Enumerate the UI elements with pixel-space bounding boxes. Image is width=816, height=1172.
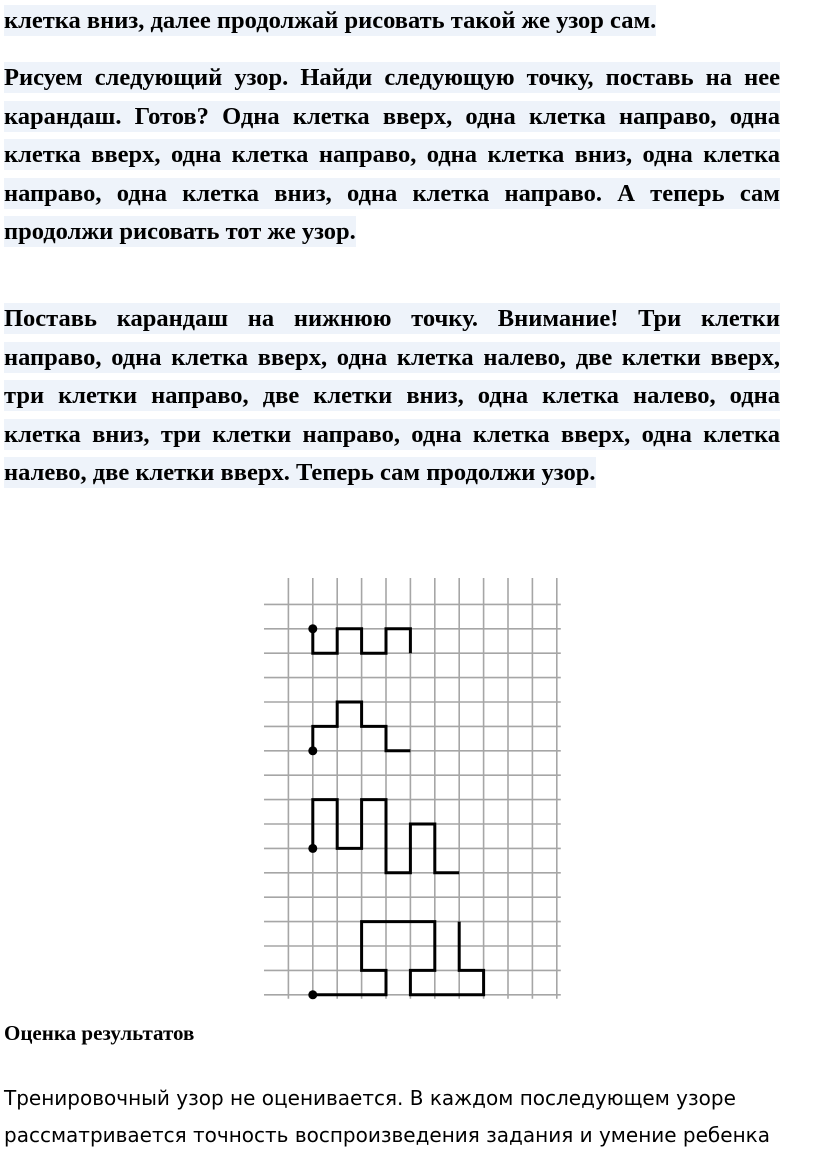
pattern-4-start-dot xyxy=(308,990,317,999)
drawn-patterns xyxy=(308,624,483,999)
instruction-paragraph-2-text: Рисуем следующий узор. Найди следующую точку, поставь на нее карандаш. Готов? Одна клетка вверх, одна клетка направо, одна клетка вверх, одна клетка направо, одна клетка вниз, одна клетка направо, одна клетка вниз, одна клетка направо. А теперь сам продолжи рисовать тот же узор. xyxy=(4,64,780,245)
pattern-3-line xyxy=(313,800,459,873)
pattern-4-line xyxy=(313,922,484,995)
pattern-3-start-dot xyxy=(308,844,317,853)
grid-lines xyxy=(264,578,561,999)
instruction-paragraph-3 xyxy=(4,300,780,493)
instruction-paragraph-2 xyxy=(4,59,780,252)
pattern-1-start-dot xyxy=(308,624,317,633)
instruction-paragraph-3-text: Поставь карандаш на нижнюю точку. Внимание! Три клетки направо, одна клетка вверх, одна клетка налево, две клетки вверх, три клетки направо, две клетки вниз, одна клетка налево, одна клетка вниз, три клетки направо, одна клетка вверх, одна клетка налево, две клетки вверх. Теперь сам продолжи узор. xyxy=(4,305,780,486)
results-paragraph: Тренировочный узор не оценивается. В каждом последующем узоре рассматривается точность воспроизведения задания и умение ребенка xyxy=(4,1086,770,1147)
pattern-2-start-dot xyxy=(308,746,317,755)
graph-paper-figure xyxy=(262,578,568,1004)
pattern-1-line xyxy=(313,629,411,653)
instruction-paragraph-1-text: клетка вниз, далее продолжай рисовать такой же узор сам. xyxy=(4,7,657,34)
results-heading: Оценка результатов xyxy=(4,1021,195,1045)
instruction-paragraph-1 xyxy=(4,2,780,41)
